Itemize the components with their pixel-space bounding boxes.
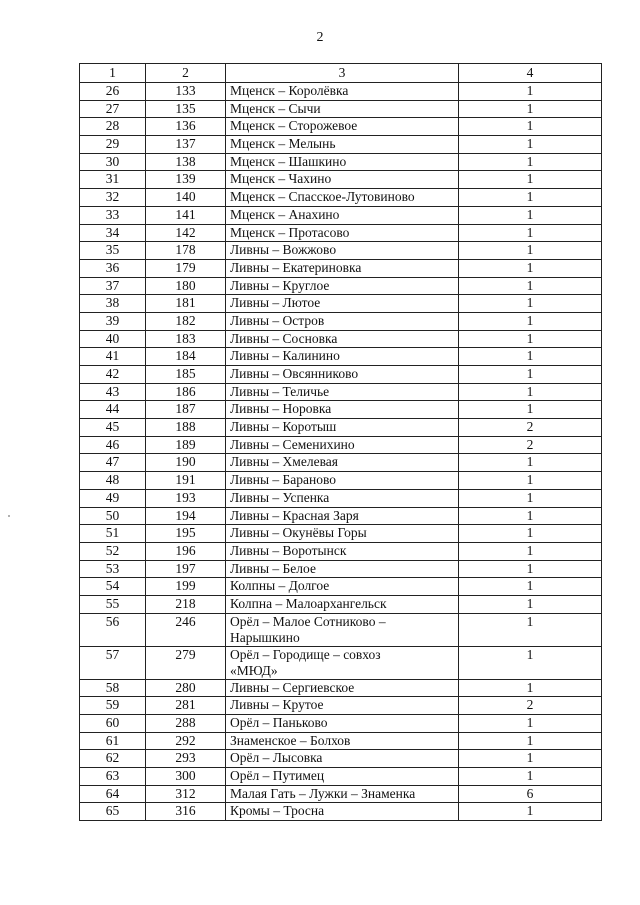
route-count-cell: 1: [459, 312, 602, 330]
row-number-cell: 63: [80, 768, 146, 786]
route-code-cell: 180: [146, 277, 226, 295]
route-name-cell: Орёл – Лысовка: [226, 750, 459, 768]
route-code-cell: 182: [146, 312, 226, 330]
route-name-cell: Ливны – Семенихино: [226, 436, 459, 454]
row-number-cell: 27: [80, 100, 146, 118]
row-number-cell: 49: [80, 489, 146, 507]
route-name-cell: Мценск – Спасское-Лутовиново: [226, 189, 459, 207]
route-count-cell: 2: [459, 419, 602, 437]
table-row: [80, 613, 602, 646]
route-count-cell: 1: [459, 277, 602, 295]
route-name-cell: Ливны – Красная Заря: [226, 507, 459, 525]
route-count-cell: 1: [459, 100, 602, 118]
route-name-cell: Мценск – Анахино: [226, 206, 459, 224]
table-row: [80, 242, 602, 260]
route-code-cell: 196: [146, 542, 226, 560]
route-name-cell: Мценск – Чахино: [226, 171, 459, 189]
table-header-row: [80, 64, 602, 83]
route-code-cell: 197: [146, 560, 226, 578]
route-name-cell: Мценск – Протасово: [226, 224, 459, 242]
route-code-cell: 187: [146, 401, 226, 419]
table-row: [80, 401, 602, 419]
row-number-cell: 36: [80, 259, 146, 277]
route-code-cell: 188: [146, 419, 226, 437]
route-name-cell: Ливны – Крутое: [226, 697, 459, 715]
row-number-cell: 57: [80, 646, 146, 679]
route-count-cell: 1: [459, 613, 602, 646]
table-row: [80, 436, 602, 454]
table-header: [80, 64, 602, 83]
route-code-cell: 179: [146, 259, 226, 277]
route-count-cell: 1: [459, 542, 602, 560]
route-count-cell: 1: [459, 295, 602, 313]
row-number-cell: 28: [80, 118, 146, 136]
route-name-cell: Орёл – Путимец: [226, 768, 459, 786]
route-count-cell: 1: [459, 750, 602, 768]
route-code-cell: 300: [146, 768, 226, 786]
row-number-cell: 41: [80, 348, 146, 366]
route-name-cell: Ливны – Екатериновка: [226, 259, 459, 277]
route-code-cell: 137: [146, 136, 226, 154]
route-count-cell: 1: [459, 366, 602, 384]
table-row: [80, 171, 602, 189]
row-number-cell: 34: [80, 224, 146, 242]
route-count-cell: 1: [459, 348, 602, 366]
table-row: [80, 330, 602, 348]
route-count-cell: 1: [459, 454, 602, 472]
route-code-cell: 191: [146, 472, 226, 490]
route-name-cell: Ливны – Окунёвы Горы: [226, 525, 459, 543]
route-name-cell: Ливны – Калинино: [226, 348, 459, 366]
route-count-cell: 1: [459, 118, 602, 136]
route-code-cell: 288: [146, 715, 226, 733]
route-count-cell: 1: [459, 646, 602, 679]
table-row: [80, 312, 602, 330]
route-name-cell: Малая Гать – Лужки – Знаменка: [226, 785, 459, 803]
column-header-1: 1: [80, 64, 146, 83]
row-number-cell: 30: [80, 153, 146, 171]
row-number-cell: 37: [80, 277, 146, 295]
table-row: [80, 472, 602, 490]
row-number-cell: 42: [80, 366, 146, 384]
route-code-cell: 141: [146, 206, 226, 224]
route-name-cell: Ливны – Вожжово: [226, 242, 459, 260]
row-number-cell: 52: [80, 542, 146, 560]
route-name-cell: Кромы – Тросна: [226, 803, 459, 821]
row-number-cell: 65: [80, 803, 146, 821]
route-count-cell: 1: [459, 768, 602, 786]
route-code-cell: 279: [146, 646, 226, 679]
table-row: [80, 153, 602, 171]
table-row: [80, 732, 602, 750]
route-code-cell: 281: [146, 697, 226, 715]
table-row: [80, 785, 602, 803]
route-name-cell: Знаменское – Болхов: [226, 732, 459, 750]
table-row: [80, 507, 602, 525]
route-name-cell: Орёл – Городище – совхоз «МЮД»: [226, 646, 459, 679]
table-row: [80, 525, 602, 543]
table-row: [80, 295, 602, 313]
row-number-cell: 33: [80, 206, 146, 224]
page-number: 2: [316, 30, 324, 45]
route-count-cell: 1: [459, 472, 602, 490]
route-code-cell: 142: [146, 224, 226, 242]
table-row: [80, 383, 602, 401]
table-row: [80, 542, 602, 560]
row-number-cell: 64: [80, 785, 146, 803]
row-number-cell: 55: [80, 595, 146, 613]
table-body: [80, 83, 602, 821]
route-count-cell: 1: [459, 803, 602, 821]
route-name-cell: Ливны – Коротыш: [226, 419, 459, 437]
route-name-cell: Ливны – Воротынск: [226, 542, 459, 560]
row-number-cell: 38: [80, 295, 146, 313]
route-count-cell: 1: [459, 401, 602, 419]
route-code-cell: 316: [146, 803, 226, 821]
route-count-cell: 1: [459, 153, 602, 171]
route-code-cell: 246: [146, 613, 226, 646]
route-code-cell: 293: [146, 750, 226, 768]
route-code-cell: 184: [146, 348, 226, 366]
route-count-cell: 1: [459, 489, 602, 507]
column-header-3: 3: [226, 64, 459, 83]
row-number-cell: 31: [80, 171, 146, 189]
table-row: [80, 83, 602, 101]
table-row: [80, 595, 602, 613]
route-name-cell: Орёл – Паньково: [226, 715, 459, 733]
route-code-cell: 193: [146, 489, 226, 507]
route-code-cell: 135: [146, 100, 226, 118]
route-name-cell: Мценск – Мелынь: [226, 136, 459, 154]
route-count-cell: 1: [459, 83, 602, 101]
row-number-cell: 26: [80, 83, 146, 101]
row-number-cell: 44: [80, 401, 146, 419]
route-name-cell: Ливны – Лютое: [226, 295, 459, 313]
route-code-cell: 139: [146, 171, 226, 189]
row-number-cell: 53: [80, 560, 146, 578]
table-row: [80, 578, 602, 596]
table-row: [80, 206, 602, 224]
route-count-cell: 6: [459, 785, 602, 803]
route-code-cell: 199: [146, 578, 226, 596]
route-name-cell: Ливны – Белое: [226, 560, 459, 578]
route-count-cell: 1: [459, 171, 602, 189]
table-row: [80, 715, 602, 733]
route-count-cell: 2: [459, 697, 602, 715]
route-code-cell: 183: [146, 330, 226, 348]
route-name-cell: Ливны – Круглое: [226, 277, 459, 295]
row-number-cell: 48: [80, 472, 146, 490]
row-number-cell: 32: [80, 189, 146, 207]
route-name-cell: Ливны – Бараново: [226, 472, 459, 490]
route-name-cell: Колпна – Малоархангельск: [226, 595, 459, 613]
column-header-2: 2: [146, 64, 226, 83]
route-name-cell: Колпны – Долгое: [226, 578, 459, 596]
route-code-cell: 133: [146, 83, 226, 101]
route-name-cell: Ливны – Норовка: [226, 401, 459, 419]
table-row: [80, 646, 602, 679]
table-row: [80, 560, 602, 578]
row-number-cell: 54: [80, 578, 146, 596]
table-row: [80, 100, 602, 118]
row-number-cell: 43: [80, 383, 146, 401]
route-count-cell: 1: [459, 507, 602, 525]
row-number-cell: 47: [80, 454, 146, 472]
route-count-cell: 1: [459, 525, 602, 543]
row-number-cell: 40: [80, 330, 146, 348]
row-number-cell: 39: [80, 312, 146, 330]
route-code-cell: 312: [146, 785, 226, 803]
route-code-cell: 185: [146, 366, 226, 384]
route-name-cell: Ливны – Хмелевая: [226, 454, 459, 472]
row-number-cell: 51: [80, 525, 146, 543]
route-count-cell: 1: [459, 715, 602, 733]
route-name-cell: Ливны – Сергиевское: [226, 679, 459, 697]
route-count-cell: 1: [459, 383, 602, 401]
scan-speck: [8, 515, 10, 517]
table-row: [80, 803, 602, 821]
row-number-cell: 50: [80, 507, 146, 525]
route-code-cell: 181: [146, 295, 226, 313]
table-row: [80, 750, 602, 768]
table-row: [80, 679, 602, 697]
route-name-cell: Ливны – Успенка: [226, 489, 459, 507]
route-count-cell: 1: [459, 578, 602, 596]
route-name-cell: Ливны – Теличье: [226, 383, 459, 401]
route-count-cell: 1: [459, 206, 602, 224]
row-number-cell: 60: [80, 715, 146, 733]
row-number-cell: 59: [80, 697, 146, 715]
row-number-cell: 35: [80, 242, 146, 260]
route-count-cell: 1: [459, 136, 602, 154]
column-header-4: 4: [459, 64, 602, 83]
route-code-cell: 186: [146, 383, 226, 401]
route-count-cell: 1: [459, 595, 602, 613]
row-number-cell: 58: [80, 679, 146, 697]
route-code-cell: 140: [146, 189, 226, 207]
route-count-cell: 1: [459, 679, 602, 697]
route-count-cell: 1: [459, 259, 602, 277]
route-name-cell: Мценск – Шашкино: [226, 153, 459, 171]
table-row: [80, 697, 602, 715]
table-row: [80, 768, 602, 786]
route-name-cell: Мценск – Королёвка: [226, 83, 459, 101]
route-name-cell: Орёл – Малое Сотниково – Нарышкино: [226, 613, 459, 646]
row-number-cell: 46: [80, 436, 146, 454]
route-code-cell: 178: [146, 242, 226, 260]
route-count-cell: 1: [459, 224, 602, 242]
row-number-cell: 56: [80, 613, 146, 646]
table-row: [80, 277, 602, 295]
route-code-cell: 195: [146, 525, 226, 543]
route-count-cell: 1: [459, 189, 602, 207]
route-code-cell: 190: [146, 454, 226, 472]
route-count-cell: 1: [459, 732, 602, 750]
table-row: [80, 136, 602, 154]
table-row: [80, 366, 602, 384]
route-code-cell: 189: [146, 436, 226, 454]
route-count-cell: 1: [459, 560, 602, 578]
route-code-cell: 138: [146, 153, 226, 171]
route-code-cell: 292: [146, 732, 226, 750]
route-name-cell: Мценск – Сторожевое: [226, 118, 459, 136]
table-row: [80, 348, 602, 366]
table-row: [80, 419, 602, 437]
route-code-cell: 136: [146, 118, 226, 136]
route-name-cell: Ливны – Остров: [226, 312, 459, 330]
table-row: [80, 454, 602, 472]
row-number-cell: 62: [80, 750, 146, 768]
route-count-cell: 1: [459, 242, 602, 260]
row-number-cell: 45: [80, 419, 146, 437]
route-code-cell: 194: [146, 507, 226, 525]
table-row: [80, 118, 602, 136]
table-row: [80, 259, 602, 277]
route-name-cell: Мценск – Сычи: [226, 100, 459, 118]
route-name-cell: Ливны – Сосновка: [226, 330, 459, 348]
route-code-cell: 218: [146, 595, 226, 613]
row-number-cell: 61: [80, 732, 146, 750]
table-row: [80, 489, 602, 507]
route-count-cell: 1: [459, 330, 602, 348]
route-code-cell: 280: [146, 679, 226, 697]
table-row: [80, 224, 602, 242]
routes-table: [79, 63, 602, 821]
row-number-cell: 29: [80, 136, 146, 154]
route-count-cell: 2: [459, 436, 602, 454]
table-row: [80, 189, 602, 207]
route-name-cell: Ливны – Овсянниково: [226, 366, 459, 384]
